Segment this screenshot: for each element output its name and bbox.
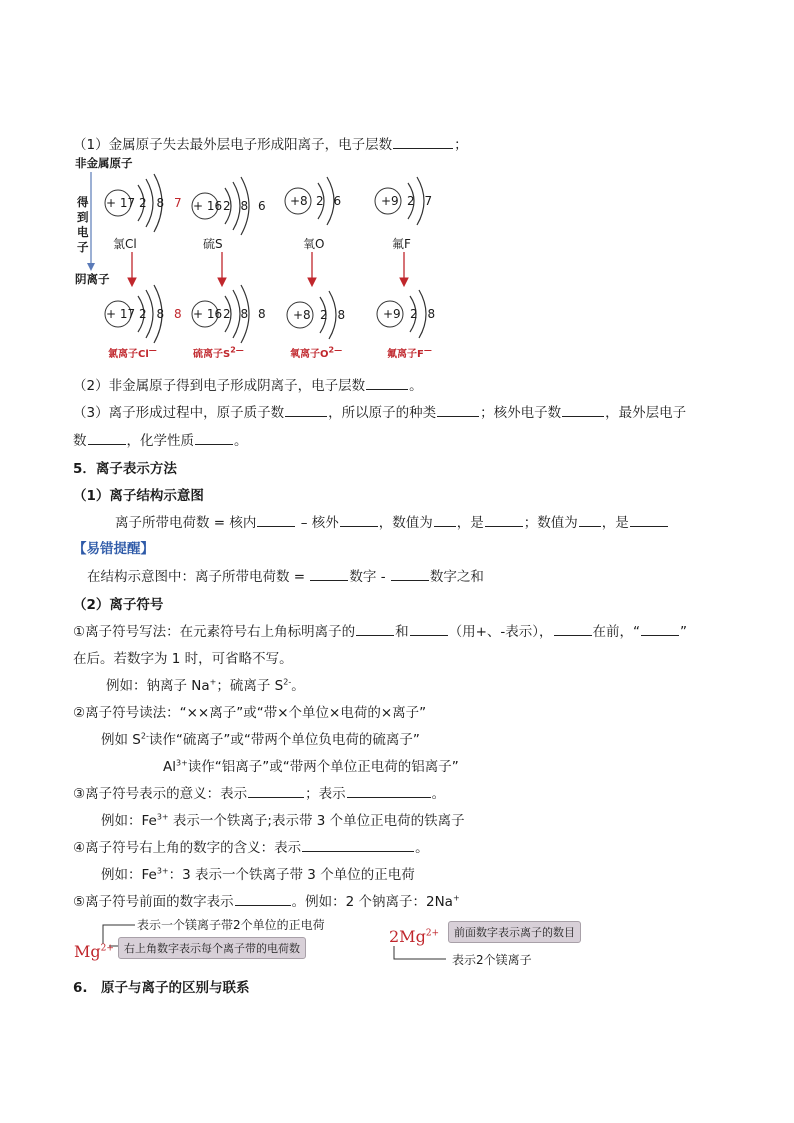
answer-blank[interactable] — [641, 621, 679, 636]
paragraph-line-2 — [73, 374, 423, 394]
text: （2）非金属原子得到电子形成阴离子，电子层数 — [73, 378, 366, 394]
text: 。例如：2 个钠离子：2Na — [291, 894, 453, 910]
text: ④离子符号右上角的数字的含义：表示 — [73, 840, 302, 856]
rule-1-line — [73, 620, 687, 640]
text: 氧离子O — [290, 349, 329, 360]
text: – 核外 — [296, 515, 339, 531]
text: 数字之和 — [429, 569, 484, 585]
text: （3）离子形成过程中，原子质子数 — [73, 405, 285, 421]
nucleus-label: +9 — [381, 194, 399, 208]
nucleus-label: +8 — [293, 308, 311, 322]
answer-blank[interactable] — [248, 783, 304, 798]
ion-name — [290, 345, 342, 360]
shell-count: 7 — [424, 194, 436, 208]
ion-charge: — — [148, 345, 157, 355]
text: Al — [163, 759, 176, 775]
answer-blank[interactable] — [347, 783, 431, 798]
text: 例如 S — [101, 732, 141, 748]
answer-blank[interactable] — [410, 621, 448, 636]
shell-count: 8 — [240, 199, 252, 213]
shell-numbers — [410, 307, 438, 321]
shell-count: 8 — [240, 307, 252, 321]
shell-numbers — [139, 307, 185, 321]
paragraph-line-4 — [73, 429, 248, 449]
shell-count: 8 — [427, 307, 439, 321]
nucleus-label: +8 — [290, 194, 308, 208]
answer-blank[interactable] — [554, 621, 592, 636]
charge-superscript: 2- — [283, 677, 292, 687]
text: 硫离子S — [193, 349, 231, 360]
charge-superscript: 3+ — [156, 812, 169, 822]
subheading-structure-diagram: （1）离子结构示意图 — [73, 488, 204, 504]
shell-numbers — [223, 199, 269, 213]
shell-count: 8 — [257, 307, 269, 321]
charge-superscript: 2+ — [100, 943, 114, 954]
text: ； — [454, 137, 468, 153]
text: 在结构示意图中：离子所带电荷数 = — [87, 569, 310, 585]
nonmetal-atom-label: 非金属原子 — [75, 156, 133, 170]
answer-blank[interactable] — [393, 134, 453, 149]
text: 数 — [73, 433, 87, 449]
atom-name: 硫S — [203, 237, 223, 251]
subheading-ion-symbol: （2）离子符号 — [73, 597, 164, 613]
process-arrow-head — [87, 263, 95, 271]
text: 氯离子Cl — [108, 349, 149, 360]
shell-count: 2 — [407, 194, 418, 208]
text: ；表示 — [305, 786, 346, 802]
answer-blank[interactable] — [579, 512, 601, 527]
text: 读作“硫离子”或“带两个单位负电荷的硫离子” — [148, 732, 420, 748]
shell-numbers — [139, 196, 185, 210]
ion-name — [387, 345, 432, 360]
rule-2-line: ②离子符号读法：“××离子”或“带×个单位×电荷的×离子” — [73, 705, 427, 721]
atom-name: 氟F — [392, 237, 411, 251]
shell-numbers — [407, 194, 435, 208]
section-heading-6: 6. 原子与离子的区别与联系 — [73, 980, 250, 996]
nucleus-label: +9 — [383, 307, 401, 321]
paragraph-line-3 — [73, 401, 686, 421]
mg-bottom-note: 表示2个镁离子 — [452, 953, 532, 967]
mg-ion-symbol — [74, 942, 114, 961]
diagram-graphics — [70, 160, 490, 360]
answer-blank[interactable] — [285, 402, 327, 417]
text: 例如：Fe — [101, 867, 157, 883]
answer-blank[interactable] — [310, 566, 348, 581]
shell-count: 2 — [320, 308, 331, 322]
text: ，是 — [601, 515, 629, 531]
shell-count: 2 — [410, 307, 421, 321]
text: 和 — [395, 624, 409, 640]
charge-formula-line — [115, 511, 669, 531]
shell-numbers — [223, 307, 269, 321]
shell-count: 8 — [337, 308, 349, 322]
answer-blank[interactable] — [235, 891, 291, 906]
red-arrows — [128, 252, 408, 286]
text: ①离子符号写法：在元素符号右上角标明离子的 — [73, 624, 356, 640]
nucleus-label: + 16 — [193, 307, 223, 321]
text: 到 — [77, 210, 89, 224]
paragraph-line-1 — [73, 133, 468, 153]
answer-blank[interactable] — [434, 512, 456, 527]
answer-blank[interactable] — [88, 430, 126, 445]
text: 例如：钠离子 Na — [106, 678, 210, 694]
example-2 — [101, 728, 420, 748]
charge-superscript: 2- — [140, 731, 149, 741]
nucleus-label: + 16 — [193, 199, 223, 213]
answer-blank[interactable] — [437, 402, 479, 417]
shell-count: 2 — [223, 307, 234, 321]
text: 子 — [77, 240, 89, 254]
text: 氟离子F — [387, 349, 424, 360]
answer-blank[interactable] — [562, 402, 604, 417]
text: 例如：Fe — [101, 813, 157, 829]
bracket-line — [390, 944, 450, 964]
charge-superscript: + — [209, 677, 217, 687]
shell-count: 2 — [316, 194, 327, 208]
answer-blank[interactable] — [485, 512, 523, 527]
text: 表示一个铁离子;表示带 3 个单位正电荷的铁离子 — [168, 813, 465, 829]
tip-line — [87, 565, 484, 585]
ion-charge: 2— — [328, 345, 343, 355]
answer-blank[interactable] — [195, 430, 233, 445]
ion-charge: — — [423, 345, 432, 355]
shell-numbers — [316, 194, 344, 208]
text: 。 — [291, 678, 305, 694]
text: ；数值为 — [523, 515, 578, 531]
rule-1-line-2: 在后。若数字为 1 时，可省略不写。 — [73, 651, 293, 667]
answer-blank[interactable] — [391, 566, 429, 581]
nucleus-label: + 17 — [106, 196, 136, 210]
nucleus-label: + 17 — [106, 307, 136, 321]
text: 。 — [234, 433, 248, 449]
text: ；核外电子数 — [480, 405, 562, 421]
example-1 — [106, 674, 305, 694]
text: ：3 表示一个铁离子带 3 个单位的正电荷 — [168, 867, 415, 883]
ion-charge: 2— — [230, 345, 244, 355]
text: 。 — [409, 378, 423, 394]
rule-3-line — [73, 782, 445, 802]
example-3 — [163, 755, 459, 775]
section-heading-5: 5．离子表示方法 — [73, 461, 177, 477]
shell-numbers — [320, 308, 348, 322]
rule-5-line — [73, 890, 460, 910]
shell-count: 2 — [139, 307, 150, 321]
text: ，所以原子的种类 — [328, 405, 437, 421]
tip-heading: 【易错提醒】 — [73, 541, 154, 557]
text: （1）金属原子失去最外层电子形成阳离子，电子层数 — [73, 137, 393, 153]
answer-blank[interactable] — [356, 621, 394, 636]
text: 得 — [77, 195, 89, 209]
atom-name: 氯Cl — [113, 237, 137, 251]
text: ” — [680, 624, 688, 640]
text: 。 — [415, 840, 429, 856]
text: ；硫离子 S — [216, 678, 284, 694]
text: 2Mg — [389, 927, 426, 946]
shell-count: 8 — [173, 307, 185, 321]
charge-superscript: 2+ — [425, 928, 440, 939]
charge-superscript: + — [452, 893, 460, 903]
text: 数字 - — [349, 569, 390, 585]
answer-blank[interactable] — [302, 837, 414, 852]
text: ⑤离子符号前面的数字表示 — [73, 894, 234, 910]
text: 离子所带电荷数 = 核内 — [115, 515, 257, 531]
shell-count: 6 — [333, 194, 345, 208]
anion-label: 阴离子 — [75, 272, 110, 286]
shell-count: 7 — [173, 196, 185, 210]
example-5 — [101, 863, 415, 883]
shell-count: 2 — [139, 196, 150, 210]
rule-4-line — [73, 836, 429, 856]
charge-superscript: 3+ — [176, 758, 188, 768]
count-meaning-tag: 前面数字表示离子的数目 — [448, 921, 581, 943]
shell-count: 8 — [156, 307, 168, 321]
text: （用+、-表示）， — [448, 624, 553, 640]
example-4 — [101, 809, 465, 829]
ion-name — [193, 345, 244, 360]
ion-name — [108, 345, 157, 360]
text: ，化学性质 — [126, 433, 194, 449]
text: ，数值为 — [378, 515, 433, 531]
text: ③离子符号表示的意义：表示 — [73, 786, 248, 802]
text: ，是 — [456, 515, 484, 531]
shell-count: 2 — [223, 199, 234, 213]
text: 电 — [77, 225, 89, 239]
charge-meaning-tag: 右上角数字表示每个离子带的电荷数 — [118, 937, 306, 959]
answer-blank[interactable] — [630, 512, 668, 527]
atom-name: 氧O — [303, 237, 325, 251]
answer-blank[interactable] — [366, 375, 408, 390]
text: Mg — [74, 942, 101, 961]
text: 读作“铝离子”或“带两个单位正电荷的铝离子” — [187, 759, 459, 775]
mg-top-note: 表示一个镁离子带2个单位的正电荷 — [137, 918, 325, 932]
text: ，最外层电子 — [605, 405, 687, 421]
shell-count: 6 — [257, 199, 269, 213]
shell-count: 8 — [156, 196, 168, 210]
text: 。 — [431, 786, 446, 802]
answer-blank[interactable] — [340, 512, 378, 527]
charge-superscript: 3+ — [156, 866, 169, 876]
answer-blank[interactable] — [257, 512, 295, 527]
text: 在前，“ — [592, 624, 641, 640]
